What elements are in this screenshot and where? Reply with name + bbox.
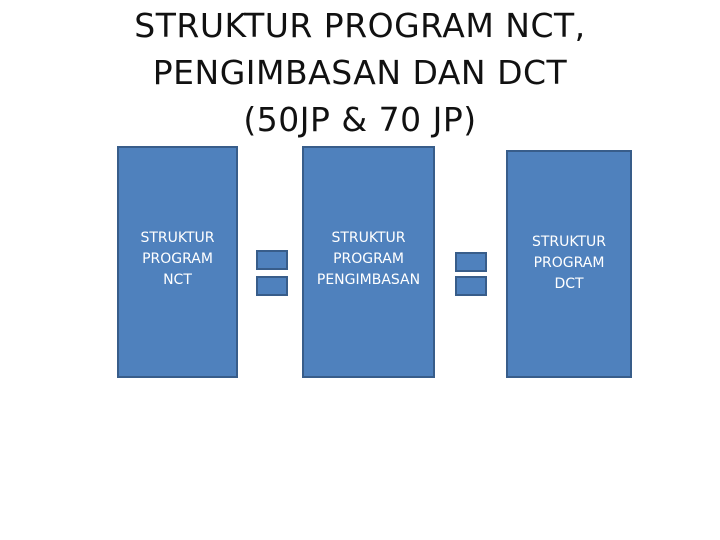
box-label [140, 228, 214, 291]
box-label-line: STRUKTUR [331, 230, 406, 246]
box-label-line: PENGIMBASAN [316, 272, 421, 288]
box-label-line: NCT [163, 272, 192, 288]
box-label-line: PROGRAM [142, 251, 213, 267]
box-struktur-program-pengimbasan [302, 146, 435, 378]
box-label-line: STRUKTUR [531, 234, 607, 250]
box-label-line: DCT [554, 276, 584, 292]
box-label-line: PROGRAM [333, 251, 404, 267]
box-label-line: PROGRAM [533, 255, 605, 271]
equals-sign-icon-bottom-bar [455, 276, 487, 296]
page-title [40, 2, 680, 143]
box-struktur-program-dct [506, 150, 632, 378]
box-label-line: STRUKTUR [140, 230, 215, 246]
equals-sign-icon-top-bar [455, 252, 487, 272]
box-label [532, 232, 606, 295]
equals-sign-icon-top-bar [256, 250, 288, 270]
title-line-2: PENGIMBASAN DAN DCT [152, 53, 568, 92]
title-line-3: (50JP & 70 JP) [243, 100, 477, 139]
title-line-1: STRUKTUR PROGRAM NCT, [134, 6, 586, 45]
box-struktur-program-nct [117, 146, 238, 378]
equals-sign-icon-bottom-bar [256, 276, 288, 296]
box-label [317, 228, 420, 291]
